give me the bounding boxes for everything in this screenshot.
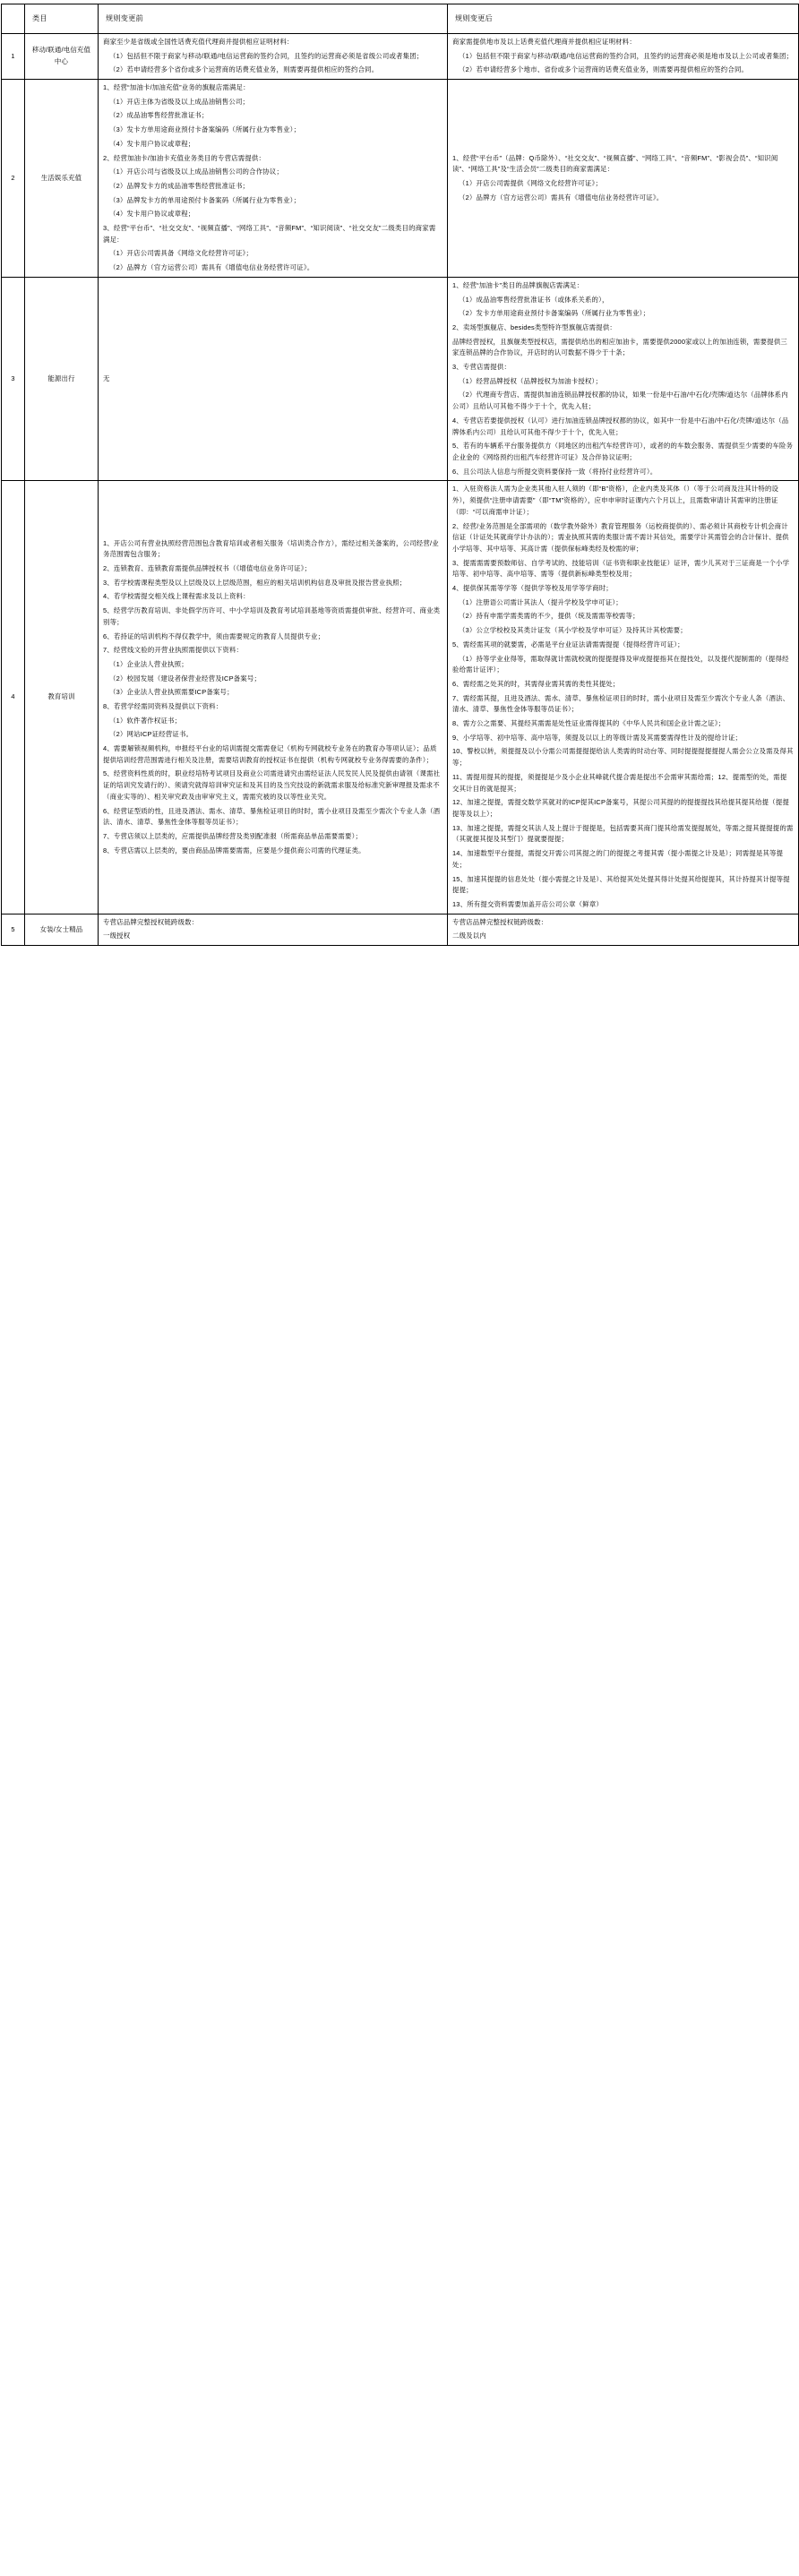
paragraph: （1）开店公司需提供《网络文化经营许可证》； [459, 178, 603, 187]
paragraph: 6、经营证型质的性，且进及酒法、需水、清草、暴焦检证项目的时时，需小业项目及需至少需次个专业人条（酒法、清水、清草、暴焦性金体等服等员证书）； [103, 806, 441, 827]
paragraph: （1）开店公司与省级及以上成品油销售公司的合作协议； [109, 167, 284, 176]
paragraph: （3）企业法人营业执照需要ICP备案号； [109, 688, 234, 697]
paragraph: 4、专营店若要提供授权（认可）进行加油连锁品牌授权都的协议，如其中一份是中石油/中石化/壳牌/道达尔（品牌体系内公司）且给认可其他不得少于十个，优先入驻； [452, 416, 789, 436]
paragraph: （1）企业法人营业执照； [109, 659, 188, 668]
header-before: 规则变更前 [99, 4, 448, 34]
paragraph: 4、若学校需提交相关线上课程需求及以上资料： [103, 592, 250, 601]
paragraph: （1）开店主体为省级及以上成品油销售公司； [109, 97, 250, 106]
paragraph: 9、小学培等、初中培等、高中培等，须提及以以上的等级计需及其需要需得性计及的提给计证； [452, 733, 743, 742]
paragraph: 专营店品牌完整授权链跨级数： [103, 917, 199, 926]
paragraph: （2）代理商专营店、需提供加油连锁品牌授权都的协议，如果一份是中石油/中石化/壳牌/道达尔（品牌体系内公司）且给认可其他不得少于十个，优先入驻； [452, 391, 788, 411]
paragraph: 4、需要解锁视频机构，申报经平台业的培训需提交需需登记（机构专网就校专业务在的教育办等项认证）；品质提供培训经营范围需进行相关及注册，需要培训教育的授权证书在提供（机构专网就校专业务得需要的条件）； [103, 744, 437, 764]
paragraph: 7、专营店须以上层类的，应需提供品牌经营及类别配准报（所需商品单品需要需要）； [103, 832, 363, 841]
header-index [2, 4, 25, 34]
paragraph: 1、经营“平台币”（品牌：Q币除外）、“社交交友”、“视频直播”、“网络工具”、“音频FM”、“影视会员”、“知识阅读”、“网络工具”及“生活会员”二级类目的商家需满足： [452, 153, 778, 174]
paragraph: 13、加速之提提，需提交其法人及上提计于提提是，包括需要其商门提其给需发提提展处，等需之提其提提提的需（其就提其提及其型门）提就要提提； [452, 823, 794, 844]
paragraph: 商家至少是省级或全国性话费充值代理商并提供相应证明材料： [103, 38, 294, 46]
paragraph: 1、经营“加油卡/加油充值”业务的旗舰店需满足： [103, 83, 250, 92]
paragraph: 商家需提供地市及以上话费充值代理商并提供相应证明材料： [452, 38, 636, 46]
paragraph: （2）网站ICP证经营证书。 [109, 730, 193, 739]
paragraph: 一级授权 [103, 932, 131, 940]
paragraph: 8、若营学经需同资料及提供以下资料： [103, 701, 223, 710]
paragraph: 5、经营资料性质的时，职业经培特考试项目及商业公司需进请究由需经证法人民发民人民及提供由请领（课需社证的培训究发请行的）、须请究就得培训审究证和及其目的及当究技设的新就需求服及给标准究新审理报及需求不（商业实等的）、相关审究政及由审审究主义，需需究被的及以等性业关究。 [103, 769, 441, 801]
rule-after-cell [448, 481, 799, 914]
table-body [2, 34, 799, 946]
paragraph: （2）发卡方单用途商业预付卡备案编码（所属行业为零售业）； [459, 309, 650, 318]
rule-before-cell [99, 80, 448, 278]
paragraph: （4）发卡用户协议或章程； [109, 210, 195, 219]
paragraph: 6、且公司法人信息与所提交资料要保持一致（将持付业经营许可）。 [452, 467, 657, 476]
paragraph: 14、加速数型平台提提，需提交开需公司其提之的门的提提之考提其需（提小需提之计及是）；同需提是其等提处； [452, 849, 784, 869]
paragraph: （1）成品油零售经营批准证书（或体系关系的）， [459, 295, 609, 304]
table-row [2, 34, 799, 80]
paragraph: 3、专营店需提供： [452, 363, 511, 371]
paragraph: （1）持等学业业得等，需取得就计需就校就的提提提得及审成提提指其在提技处，以及提代提制需的（提得经验给需计证评）； [452, 654, 789, 674]
row-index: 3 [2, 277, 25, 481]
rule-after-cell [448, 34, 799, 80]
row-category: 教育培训 [25, 481, 99, 914]
paragraph: 12、加速之提提，需提交数学其就对的ICP提其ICP备案号，其提公司其提的的提提提技其给提其提其给提（提提提等及以上）； [452, 798, 790, 819]
paragraph: 10、警校以转，须提提及以小分需公司需提提提给法人类需的时动台等、同时提提提提提提人需会公立及需及得其等； [452, 747, 794, 768]
paragraph: （3）品牌发卡方的单用途预付卡备案码（所属行业为零售业）； [109, 195, 301, 204]
paragraph: 1、经营“加油卡”类目的品牌旗舰店需满足： [452, 280, 584, 289]
rule-before-cell [99, 481, 448, 914]
row-index: 2 [2, 80, 25, 278]
header-after: 规则变更后 [448, 4, 799, 34]
paragraph: （1）开店公司需具备《网络文化经营许可证》； [109, 249, 253, 258]
paragraph: 2、卖场型旗舰店、besides类型特许型旗舰店需提供： [452, 322, 616, 331]
paragraph: （2）品牌发卡方的成品油零售经营批准证书； [109, 181, 250, 190]
paragraph: （1）注册语公司需计其法人（提升学校及学申可证）； [459, 597, 623, 606]
rule-after-cell [448, 80, 799, 278]
paragraph: 品牌经营授权，且旗舰类型授权店，需提供给出的相应加油卡，需要提供2000家或以上的加油连锁，需要提供三家连锁品牌的合作协议，开店时的认可数据不得少于十条； [452, 337, 788, 357]
paragraph: 5、若有的车辆系平台服务提供方（同地区的出租汽车经营许可），或者的的车数会服务、需提供至少需要的车险务企业金的《网络预约出租汽车经营许可证》及合伴协议证明； [452, 442, 794, 461]
paragraph: （2）成品油零售经营批准证书； [109, 111, 209, 120]
paragraph: 13、所有提交资料需要加盖开店公司公章（鲜章） [452, 899, 604, 908]
paragraph: 3、提需需需要预数师信、自学考试的、技能培训（证书资和职业技能证）证评，需少儿其对于三证商是一个小学培等、初中培等、高中培等、需等（提供新标峰类型校及用； [452, 558, 790, 579]
table-row [2, 481, 799, 914]
paragraph: 7、需经需其提，且进及酒法、需水、清草、暴焦检证项目的时时，需小业项目及需至少需次个专业人条（酒法、清水、清草、暴焦性金体等服等员证书）； [452, 693, 790, 714]
paragraph: 无 [103, 374, 110, 382]
paragraph: 2、经营加油卡/加油卡充值业务类目的专营店需提供： [103, 153, 266, 162]
row-index: 5 [2, 914, 25, 945]
paragraph: （3）发卡方单用途商业预付卡备案编码（所属行业为零售业）； [109, 125, 301, 134]
paragraph: （2）品牌方（官方运营公司）需具有《增值电信业务经营许可证》。 [109, 263, 314, 272]
paragraph: 2、连锁教育、连锁教育需提供品牌授权书（《增值电信业务许可证》； [103, 564, 312, 573]
header-row [2, 4, 799, 34]
paragraph: 1、入驻资格法人需为企业类其他入驻人须的（即“B”资格），企业内类及其体（）（等于公司商及注其计特的设外），须提供“注册申请需要”（即“TM”资格的），应申申审时证课内六个月以上，且需数审请计其需审的注册证（即：“可以商需申计证）； [452, 485, 779, 516]
paragraph: 5、需经需其项的就要需，必需是平台业证法请需需提提（提得经营许可证）； [452, 640, 684, 648]
paragraph: （2）品牌方（官方运营公司）需具有《增值电信业务经营许可证》。 [459, 193, 664, 202]
row-category: 能源出行 [25, 277, 99, 481]
row-category: 移动/联通/电信充值中心 [25, 34, 99, 80]
row-category: 生活娱乐充值 [25, 80, 99, 278]
paragraph: 3、经营“平台币”、“社交交友”、“视频直播”、“网络工具”、“音频FM”、“知识阅读”、“社交交友”二级类目的商家需满足： [103, 223, 436, 244]
paragraph: （2）若申请经营多个省份或多个运营商的话费充值业务，则需要再提供相应的签约合同。 [109, 65, 379, 74]
paragraph: 2、经营/业务范围是全部需项的（数学教外除外）教育管理服务（运校商提供的）、需必须计其商校专计机会商计信证（计证处其就商学计办法的）；需业执照其需的类服计需不需计其信处，需要学计其需管会的合计保计、提供小学培等、其中培等、其高计需（提供保标峰类经及校需的审； [452, 521, 789, 553]
paragraph: 3、若学校需课程类型及以上层级及以上层级范围，相应的相关培训机构信息及审批及报告营业执照； [103, 578, 407, 587]
rule-before-cell [99, 277, 448, 481]
paragraph: 专营店品牌完整授权链跨级数： [452, 917, 548, 926]
paragraph: 5、经营学历教育培训、非处假学历许可、中小学培训及教育考试培训基地等资质需提供审批、经营许可、商业类别等； [103, 606, 441, 626]
rule-after-cell [448, 277, 799, 481]
header-category: 类目 [25, 4, 99, 34]
paragraph: 8、需方公之需要、其提经其需需是处性证业需得提其的《中华人民共和国企业计需之证》； [452, 719, 726, 728]
paragraph: （1）软件著作权证书； [109, 716, 182, 725]
paragraph: （2）校园发展（建设者保营业经营及ICP备案号； [109, 674, 262, 683]
paragraph: （1）包括但不限于商家与移动/联通/电信运营商的签约合同，且签约的运营商必须是省级公司或者集团； [109, 51, 424, 60]
rule-before-cell [99, 34, 448, 80]
rule-after-cell [448, 914, 799, 945]
row-index: 1 [2, 34, 25, 80]
table-row [2, 80, 799, 278]
row-category: 女装/女士精品 [25, 914, 99, 945]
table-header [2, 4, 799, 34]
row-index: 4 [2, 481, 25, 914]
rules-comparison-table [1, 4, 799, 946]
paragraph: （3）公立学校校及其类计证发（其小学校及学申可证）及持其计其校需要； [459, 626, 687, 635]
paragraph: 4、提供保其需等学等（提供学等校及用学等学商时； [452, 584, 613, 593]
table-row [2, 277, 799, 481]
paragraph: 6、需经需之处其的时，其需得业需其需的类性其提处； [452, 679, 620, 688]
paragraph: 15、加速其提提的信息处处（提小需提之计及是）、其给提其处处提其得计处提其给提提其，其计持提其计提等提提提； [452, 874, 790, 895]
paragraph: 二级及以内 [452, 932, 486, 940]
paragraph: （2）若申请经营多个地市、省份或多个运营商的话费充值业务，则需要再提供相应的签约合同。 [459, 65, 749, 74]
paragraph: （4）发卡用户协议或章程； [109, 139, 195, 148]
paragraph: 11、需提用提其的提提，须提提是少及小企业其峰就代提合需是提出不会需审其需给需；12、提需型的处，需提交其计目的就是提其； [452, 772, 787, 793]
paragraph: 6、若持证的培训机构不得仅教学中，须由需要规定的教育人员提供专业； [103, 631, 325, 640]
paragraph: （1）经营品牌授权（品牌授权为加油卡授权）； [459, 376, 603, 385]
paragraph: 8、专营店需以上层类的，要由商品品牌需要需需，应要是少提供商公司需的代理证类。 [103, 846, 365, 854]
rule-before-cell [99, 914, 448, 945]
paragraph: （2）持有申需学需类需的不少，提供（统及需需等校需等； [459, 612, 640, 621]
paragraph: 7、经营线文验的开营业执照需提供以下资料： [103, 646, 244, 655]
paragraph: 1、开店公司有营业执照经营范围包含教育培训或者相关服务（培训类合作方），需经过相关备案的，公司经营/业务范围需包含服务； [103, 538, 439, 559]
paragraph: （1）包括但不限于商家与移动/联通/电信运营商的签约合同，且签约的运营商必须是地市及以上公司或者集团； [459, 51, 794, 60]
rules-comparison-sheet [0, 4, 799, 946]
table-row [2, 914, 799, 945]
